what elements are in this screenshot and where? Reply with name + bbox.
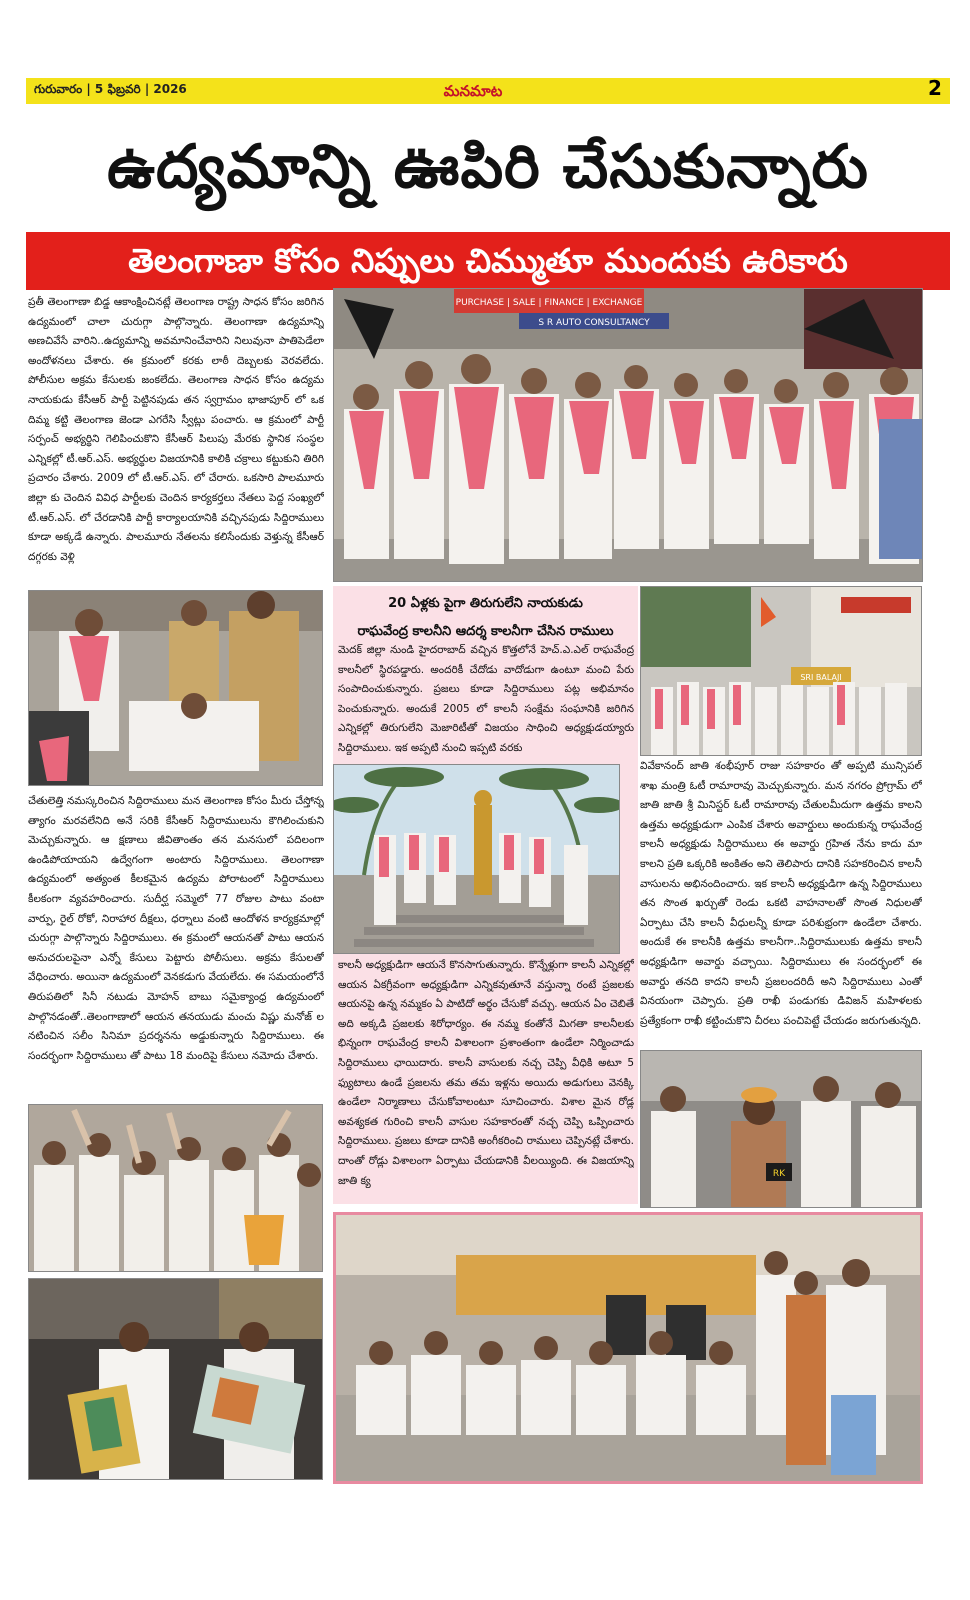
banner-text: S R AUTO CONSULTANCY <box>538 318 650 328</box>
shop-sign: SRI BALAJI <box>800 673 842 682</box>
headline: ఉద్యమాన్ని ఊపిరి చేసుకున్నారు <box>107 132 869 202</box>
banner-text-2: PURCHASE | SALE | FINANCE | EXCHANGE <box>455 298 643 308</box>
photo-rally-top <box>333 288 923 582</box>
middle-article-text-2: కాలనీ అధ్యక్షుడిగా ఆయనే కొనసాగుతున్నారు. కొన్నేళ్లుగా కాలనీ ఎన్నికల్లో ఆయన ఏకగ్రీవంగా అధ్యక్షుడిగా ఎన్నికవుతూనే వస్తున్నా రంటే ప్రజలకు ఆయనపై ఉన్న నమ్మకం ఏ పాటిదో అర్థం చేసుకో వచ్చు. ఆయన ఏం చెబితే అది అక్కడి ప్రజలకు శిరోధార్యం. ఈ నమ్మ కంతోనే మిగతా కాలనీలకు భిన్నంగా రాఘవేంద్ర కాలనీ విశాలంగా ప్రశాంతంగా ఉండేలా నిర్మించాడు సిద్దిరాములు ఛాయిదారు. కాలనీ వాసులకు నచ్చ చెప్పి వీధికి అటూ 5 ఫ్యుటాలు ఉండే ప్రజలను తమ తమ ఇళ్లను అయిదు అడుగులు వెనక్కి ఉండేలా నిర్మాణాలు చేసుకోవాలంటూ సూచించారు. విశాల మైన రోడ్ల అవశ్యకత గురించి కాలనీ వాసుల సహకారంతో నచ్చ చెప్పి ఒప్పించారు సిద్దిరాములు. ప్రజలు కూడా దానికి అంగీకరించి రాములు చెప్పినట్లే చేశారు. దాంతో రోడ్లు విశాలంగా ఏర్పాటు చేయడానికి వీలయ్యింది. ఈ విజయాన్ని జాతి క్య <box>338 959 634 1187</box>
subheadline: తెలంగాణా కోసం నిప్పులు చిమ్ముతూ ముందుకు ఉరికారు <box>128 241 848 280</box>
photo-street-group <box>640 586 922 756</box>
photo-poster-protest <box>28 1278 323 1480</box>
middle-article-text-1: మెదక్ జిల్లా నుండి హైదరాబాద్ వచ్చిన కొత్తలోనే హెచ్.ఎ.ఎల్ రాఘవేంద్ర కాలనీలో స్థిరపడ్డారు. అందరికీ చేదోడు వాదోడుగా ఉంటూ మంచి పేరు సంపాదించుకున్నారు. ప్రజలు కూడా సిద్దిరాములు పట్ల అభిమానం పెంచుకున్నారు. అందుకే 2005 లో కాలనీ సంక్షేమ సంఘానికి జరిగిన ఎన్నికల్లో తిరుగులేని మెజారిటీతో విజయం సాధించి అధ్యక్షుడయ్యారు సిద్దిరాములు. ఇక అప్పటి నుంచి ఇప్పటి వరకు <box>338 644 634 754</box>
photo-police-scuffle <box>28 590 323 786</box>
dateline: గురువారం | 5 ఫిబ్రవరి | 2026 <box>34 82 187 96</box>
story-title-1: 20 ఏళ్లకు పైగా తిరుగులేని నాయకుడు <box>388 596 583 611</box>
photo-tv-interview <box>640 1050 922 1208</box>
left-article-text-1: ప్రతీ తెలంగాణా బిడ్డ ఆకాంక్షించినట్లే తెలంగాణ రాష్ట్ర సాధన కోసం జరిగిన ఉద్యమంలో చాలా చురుగ్గా పాల్గొన్నారు. తెలంగాణా ఉద్యమాన్ని అణచివేసే వారిని..ఉద్యమాన్ని అవమానించేవారిని నిలువునా పాతిపెడేలా అందోళనలు చేశారు. ఈ క్రమంలో కరకు లాఠీ దెబ్బలకు వెరవలేదు. పోలీసుల అక్రమ కేసులకు జంకలేదు. తెలంగాణ సాధన కోసం ఉద్యమ నాయకుడు కేసీఆర్ పార్టీ పెట్టినపుడు తన స్వగ్రామం భాజాపూర్ లో ఒక దిమ్మ కట్టి తెలంగాణ జెండా ఎగరేసి స్వీట్లు పంచారు. ఆ క్రమంలో పార్టీ సర్పంచ్ అభ్యర్థిని గెలిపించుకొని కేసీఆర్ పిలుపు మేరకు స్థానిక సంస్థల ఎన్నికల్లో టీ.ఆర్.ఎస్. అభ్యర్థుల విజయానికి కాలికి చక్రాలు కట్టుకుని తిరిగి ప్రచారం చేశారు. 2009 లో టీ.ఆర్.ఎస్. లో చేరారు. ఒకసారి పాలమూరు జిల్లా కు చెందిన వివిధ పార్టీలకు చెందిన కార్యకర్తలు నేతలు పెద్ద సంఖ్యలో టీ.ఆర్.ఎస్. లో చేరడానికి పార్టీ కార్యాలయానికి వచ్చినపుడు సిద్దిరాములు కూడా అక్కడే ఉన్నారు. పాలమూరు నేతలను కలిసేందుకు వెళ్తున్న కేసీఆర్ దగ్గరకు వెళ్లి <box>28 296 324 563</box>
photo-crowd-cheering <box>28 1104 323 1272</box>
paper-logo: మనమాట <box>443 82 503 100</box>
right-article-text: వివేకానంద్ జాతి శంభీపూర్ రాజు సహకారం తో అప్పటి మున్సిపల్ శాఖ మంత్రి ఓటీ రామారావు మెచ్చుకున్నారు. మన నగరం ప్రోగ్రామ్ లో జాతి జాతి శ్రీ మినిస్టర్ ఓటీ రామారావు చేతులమీదుగా ఉత్తమ కాలని ఉత్తమ అధ్యక్షుడుగా ఎంపిక చేశారు అవార్డులు అందుకున్న రాఘవేంద్ర కాలనీ అధ్యక్షుడు సిద్దిరాములు ఈ అవార్డు గ్రహిత నేను కాదు మా కాలని ప్రతి ఒక్కరికి అంకితం అని తెలిపారు దానికి సహకరించిన కాలనీ వాసులను అభినందించారు. ఇక కాలనీ అధ్యక్షుడిగా ఉన్న సిద్దిరాములు తన సొంత ఖర్చుతో రెండు ఒకటి వాహనాలతో సొంత నిధులతో ఏర్పాటు చేసి కాలనీ వీధులన్నీ కూడా పరిశుభ్రంగా ఉండేలా చేశారు. అందుకే ఈ కాలనీకి ఉత్తమ కాలనీగా..సిద్దిరాములుకు ఉత్తమ కాలనీ అధ్యక్షుడిగా అవార్డు వచ్చాయి. సిద్దిరాములు ఈ సందర్భంలో ఈ అవార్డు తనది కాదని కాలనీ ప్రజలందరిదీ అని సిద్దిరాములు ఎంతో వినయంగా చెప్పారు. ప్రతి రాఖీ పండుగకు డివిజన్ మహిళలకు ప్రత్యేకంగా రాఖీ కట్టించుకొని చీరలు పంచిపెట్టే చేయడం జరుగుతున్నది. <box>640 760 922 1027</box>
page-number: 2 <box>928 76 942 100</box>
photo-statue-group <box>333 764 620 954</box>
left-article-text-2: చేతులెత్తి నమస్కరించిన సిద్దిరాములు మన తెలంగాణ కోసం మీరు చేస్తోన్న త్యాగం మరవలేనిది అనే సరికి కేసీఆర్ సిద్దిరాములును కౌగిలించుకుని మెచ్చుకున్నారు. ఆ క్షణాలు జీవితాంతం తన మనసులో పదిలంగా ఉండిపోయాయని ఉద్వేగంగా అంటారు సిద్దిరాములు. తెలంగాణా ఉద్యమంలో అత్యంత కీలకమైన ఉద్యమ పోరాటంలో సిద్దిరాములు కీలకంగా వ్యవహరించారు. సుదీర్ఘ సమ్మెలో 77 రోజుల పాటు వంటా వార్పు, రైల్ రోకో, నిరాహార దీక్షలు, ధర్నాలు వంటి ఆందోళన కార్యక్రమాల్లో చురుగ్గా పాల్గొన్నారు సిద్దిరాములు. ఈ క్రమంలో ఆయనతో పాటు ఆయన అనుచరులపైనా ఎన్నో కేసులు పెట్టారు పోలీసులు. అక్రమ కేసులతో వేధించారు. అయినా ఉద్యమంలో వెనకడుగు వేయలేదు. ఈ సమయంలోనే తిరుపతిలో సినీ నటుడు మోహన్ బాబు సమైక్యాంధ్ర ఉద్యమంలో పాల్గొనడంతో..తెలంగాణాలో ఆయన తనయుడు మంచు విష్ణు మనోజ్ ల నటించిన సలీం సినిమా ప్రదర్శనను అడ్డుకున్నారు సిద్దిరాములు. ఈ సందర్భంగా సిద్దిరాములు తో పాటు 18 మందిపై కేసులు నమోదు చేశారు. <box>28 795 324 1062</box>
tv-mic-label: RK <box>772 1169 786 1179</box>
photo-sit-in-protest <box>333 1212 923 1484</box>
story-title-2: రాఘవేంద్ర కాలనీని ఆదర్శ కాలనీగా చేసిన రాములు <box>357 624 614 639</box>
